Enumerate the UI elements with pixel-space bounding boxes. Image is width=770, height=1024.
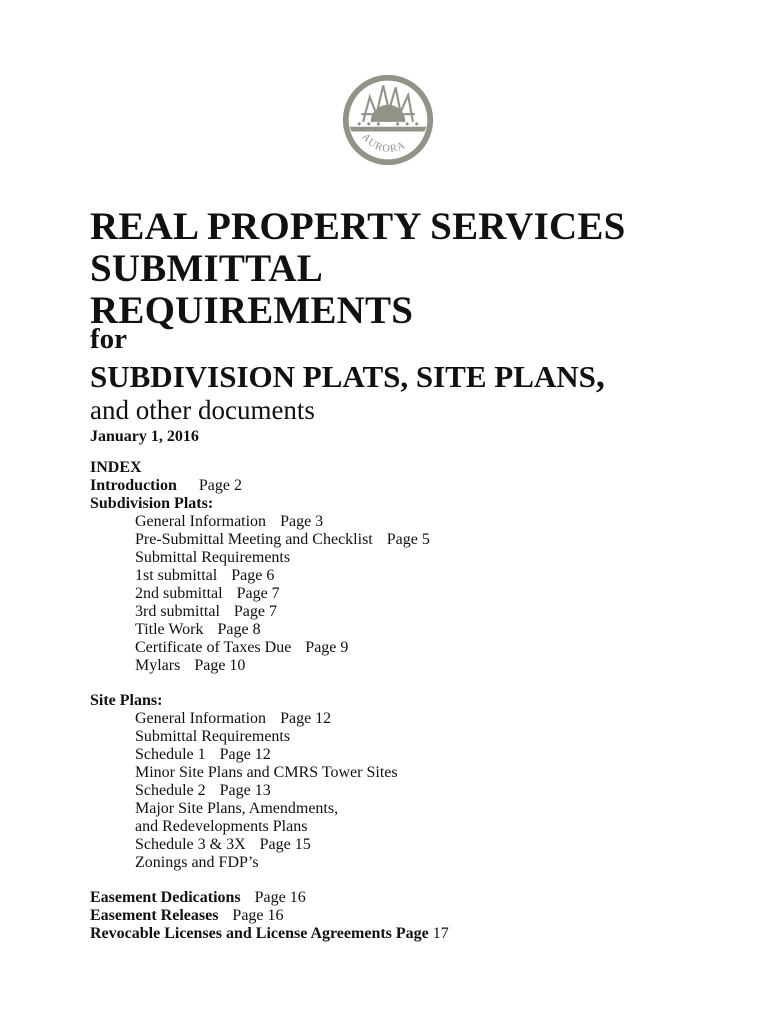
list-item-page: Page 15 [259, 836, 311, 853]
subdivision-plats-heading: Subdivision Plats: [90, 495, 214, 512]
index-entry-easement-dedications [90, 889, 449, 907]
document-title [90, 206, 626, 332]
index-entry-page: Page 16 [254, 889, 306, 906]
list-item-label: Certificate of Taxes Due [135, 639, 292, 656]
subtitle-secondary: and other documents [90, 395, 315, 425]
list-item-label: Submittal Requirements [135, 728, 291, 745]
subtitle-main: SUBDIVISION PLATS, SITE PLANS [90, 359, 596, 394]
list-item [90, 603, 449, 621]
index-entry-revocable-licenses [90, 925, 449, 943]
title-line-3: REQUIREMENTS [90, 289, 414, 332]
list-item-page: Page 8 [217, 621, 261, 638]
list-item-label: 2nd submittal [135, 585, 223, 602]
list-item-page: Page 3 [280, 513, 324, 530]
index-section [90, 459, 449, 943]
title-line-2: SUBMITTAL [90, 247, 323, 290]
list-item [90, 836, 449, 854]
list-item-page: Page 12 [219, 746, 271, 763]
list-item-page: Page 13 [219, 782, 271, 799]
subtitle [90, 357, 605, 395]
index-entry-introduction [90, 477, 449, 495]
list-item-label: Title Work [135, 621, 204, 638]
list-item-page: Page 5 [386, 531, 430, 548]
document-date: January 1, 2016 [90, 428, 199, 445]
list-item [90, 818, 449, 836]
index-entry-label: Introduction [90, 477, 177, 494]
index-entry-page: Page 2 [198, 477, 242, 494]
for-label: for [90, 323, 128, 355]
list-item-label: Zonings and FDP’s [135, 854, 259, 871]
list-item-label: Minor Site Plans and CMRS Tower Sites [135, 764, 398, 781]
index-entry-page: Page 16 [232, 907, 284, 924]
list-item [90, 567, 449, 585]
list-item-page: Page 6 [231, 567, 275, 584]
list-item-page: Page 7 [233, 603, 277, 620]
list-item [90, 513, 449, 531]
list-item [90, 639, 449, 657]
list-item-label: 1st submittal [135, 567, 218, 584]
list-item-page: Page 12 [280, 710, 332, 727]
list-item [90, 710, 449, 728]
list-item-page: Page 9 [305, 639, 349, 656]
list-item-label: Submittal Requirements [135, 549, 291, 566]
list-item-page: Page 10 [194, 657, 246, 674]
list-item [90, 728, 449, 746]
site-plans-heading: Site Plans: [90, 692, 163, 709]
list-item [90, 854, 449, 872]
list-item-label: Major Site Plans, Amendments, [135, 800, 339, 817]
list-item-label: Pre-Submittal Meeting and Checklist [135, 531, 373, 548]
list-item-page: Page 7 [236, 585, 280, 602]
aurora-seal-logo [340, 72, 436, 168]
list-item-label: and Redevelopments Plans [135, 818, 308, 835]
spacer [90, 675, 449, 692]
list-item-label: Schedule 2 [135, 782, 206, 799]
list-item [90, 782, 449, 800]
list-item-label: General Information [135, 710, 267, 727]
title-line-1: REAL PROPERTY SERVICES [90, 205, 626, 248]
index-entry-label: Revocable Licenses and License Agreements Page [90, 925, 429, 942]
list-item [90, 621, 449, 639]
list-item-label: Schedule 1 [135, 746, 206, 763]
spacer [90, 872, 449, 889]
index-entry-easement-releases [90, 907, 449, 925]
list-item [90, 549, 449, 567]
index-entry-page: 17 [432, 925, 449, 942]
list-item [90, 746, 449, 764]
list-item-label: Mylars [135, 657, 181, 674]
index-entry-label: Easement Dedications [90, 889, 241, 906]
seal-lettering: AURORA [359, 131, 408, 156]
index-entry-label: Easement Releases [90, 907, 219, 924]
list-item [90, 764, 449, 782]
subtitle-comma: , [595, 355, 605, 395]
list-item [90, 657, 449, 675]
list-item [90, 585, 449, 603]
index-heading: INDEX [90, 459, 142, 476]
list-item [90, 531, 449, 549]
list-item-label: Schedule 3 & 3X [135, 836, 246, 853]
list-item [90, 800, 449, 818]
list-item-label: General Information [135, 513, 267, 530]
list-item-label: 3rd submittal [135, 603, 220, 620]
